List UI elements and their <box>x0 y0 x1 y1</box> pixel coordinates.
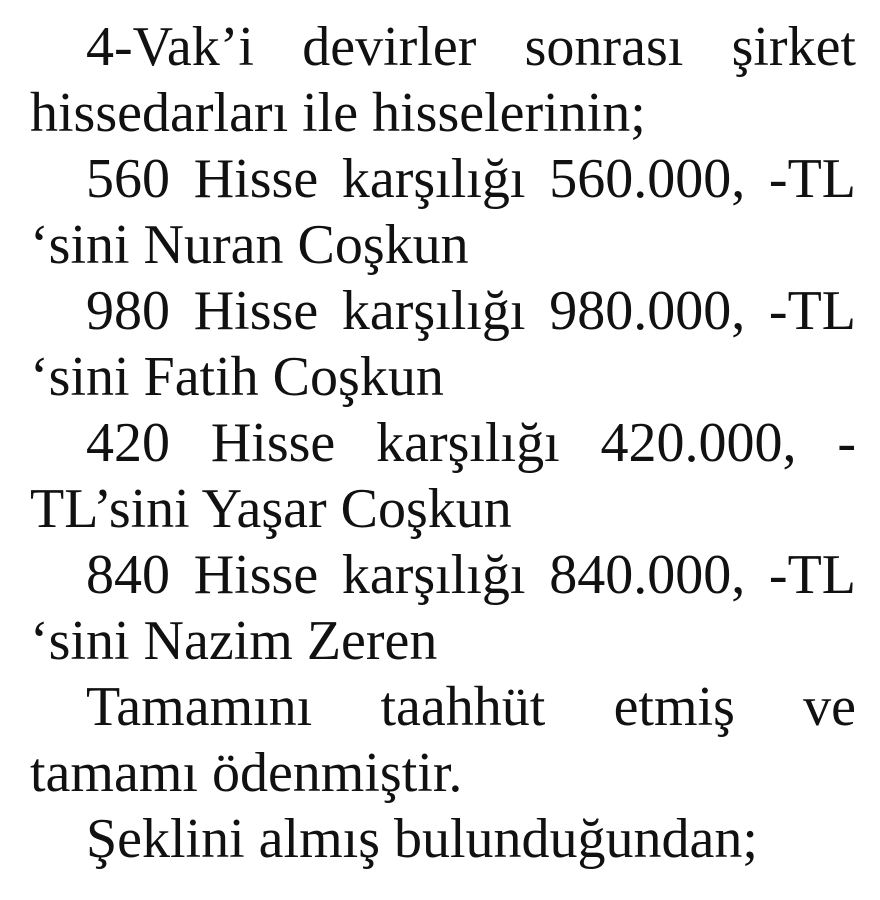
document-line-2: hissedarları ile hisselerinin; <box>30 82 646 144</box>
document-line-5: 980 Hisse karşılığı 980.000, -TL <box>86 280 856 342</box>
document-line-6: ‘sini Fatih Coşkun <box>30 346 444 408</box>
document-line-4: ‘sini Nuran Coşkun <box>30 214 469 276</box>
document-line-11: Tamamını taahhüt etmiş ve <box>86 676 856 738</box>
document-line-3: 560 Hisse karşılığı 560.000, -TL <box>86 148 856 210</box>
document-line-12: tamamı ödenmiştir. <box>30 742 463 804</box>
document-line-8: TL’sini Yaşar Coşkun <box>30 478 512 540</box>
document-line-9: 840 Hisse karşılığı 840.000, -TL <box>86 544 856 606</box>
document-line-1: 4-Vak’i devirler sonrası şirket <box>86 16 856 78</box>
document-line-10: ‘sini Nazim Zeren <box>30 610 438 672</box>
document-line-13: Şeklini almış bulunduğundan; <box>86 808 758 870</box>
document-line-7: 420 Hisse karşılığı 420.000, - <box>86 412 856 474</box>
cropped-previous-line <box>28 0 858 2</box>
